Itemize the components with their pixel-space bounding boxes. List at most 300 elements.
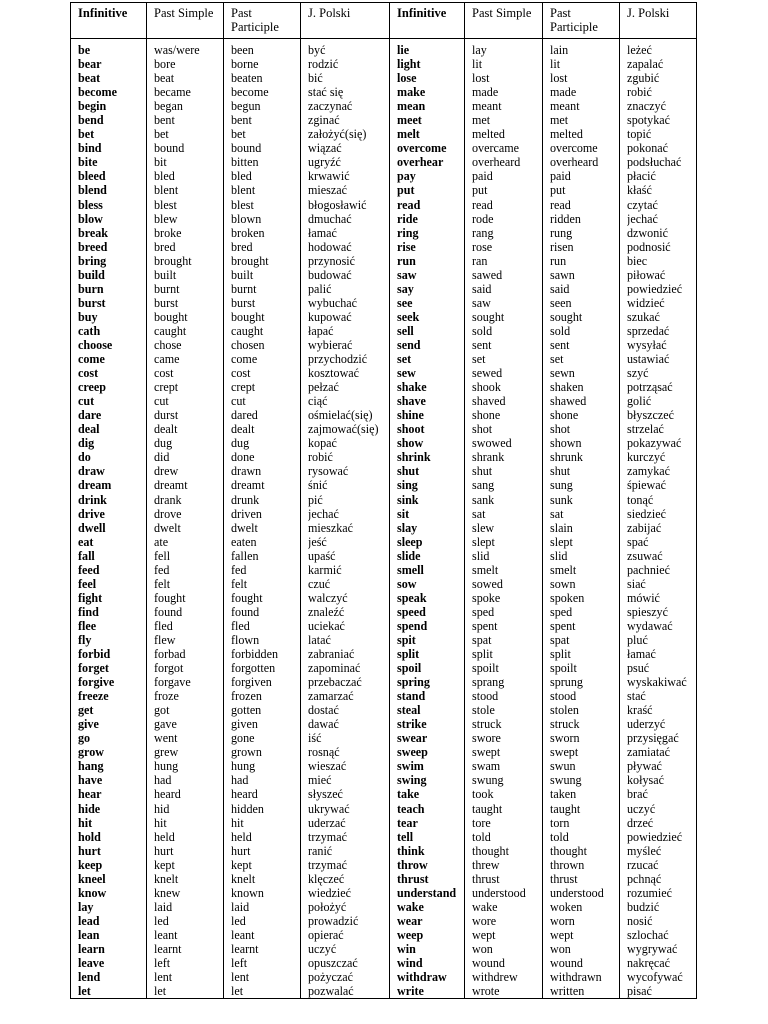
- verb-form-cell: ośmielać(się): [308, 408, 373, 423]
- verb-form-cell: krwawić: [308, 169, 350, 184]
- verb-form-cell: pchnąć: [627, 871, 662, 886]
- verb-form-cell: sown: [550, 576, 576, 591]
- verb-form-cell: forgot: [154, 661, 184, 676]
- verb-form-cell: sat: [472, 506, 486, 521]
- verb-form-cell: pływać: [627, 759, 662, 774]
- verb-form-cell: overcome: [397, 141, 447, 156]
- verb-form-cell: sang: [472, 478, 495, 493]
- verb-form-cell: shaken: [550, 380, 584, 395]
- verb-form-cell: iść: [308, 731, 322, 746]
- verb-form-cell: meant: [472, 99, 502, 114]
- verb-form-cell: told: [472, 829, 491, 844]
- verb-form-cell: bent: [154, 113, 175, 128]
- verb-form-cell: spent: [550, 618, 576, 633]
- verb-form-cell: crept: [154, 380, 179, 395]
- verb-form-cell: sold: [472, 323, 493, 338]
- verb-form-cell: fell: [154, 548, 171, 563]
- verb-form-cell: łapać: [308, 323, 334, 338]
- verb-form-cell: fall: [78, 548, 95, 563]
- verb-form-cell: struck: [472, 717, 502, 732]
- verb-form-cell: sought: [550, 309, 583, 324]
- verb-form-cell: beaten: [231, 71, 263, 86]
- verb-form-cell: wake: [397, 899, 424, 914]
- verb-form-cell: found: [231, 604, 260, 619]
- verb-form-cell: weep: [397, 927, 424, 942]
- verb-form-cell: dream: [78, 478, 112, 493]
- verb-form-cell: split: [472, 647, 493, 662]
- verb-form-cell: buy: [78, 309, 98, 324]
- verb-form-cell: kupować: [308, 309, 352, 324]
- verb-form-cell: zabijać: [627, 520, 662, 535]
- verb-form-cell: sent: [472, 337, 492, 352]
- verb-form-cell: eaten: [231, 534, 257, 549]
- verb-form-cell: sing: [397, 478, 418, 493]
- verb-form-cell: dawać: [308, 717, 339, 732]
- verb-form-cell: sold: [550, 323, 571, 338]
- verb-form-cell: go: [78, 731, 91, 746]
- verb-form-cell: trzymać: [308, 857, 347, 872]
- verb-form-cell: kurczyć: [627, 450, 666, 465]
- verb-form-cell: burn: [78, 281, 104, 296]
- verb-form-cell: hear: [78, 787, 102, 802]
- verb-form-cell: sawed: [472, 267, 503, 282]
- verb-form-cell: grown: [231, 745, 262, 760]
- verb-form-cell: withdrawn: [550, 970, 602, 985]
- verb-form-cell: znaleźć: [308, 604, 345, 619]
- verb-form-cell: be: [78, 43, 91, 57]
- verb-form-cell: cost: [231, 366, 251, 381]
- verb-form-cell: melt: [397, 127, 420, 142]
- verb-form-cell: sewed: [472, 366, 503, 381]
- verb-form-cell: was/were: [154, 43, 200, 57]
- verb-form-cell: uczyć: [627, 801, 656, 816]
- verb-form-cell: kołysać: [627, 773, 664, 788]
- verb-form-cell: withdrew: [472, 970, 518, 985]
- verb-form-cell: podnosić: [627, 239, 671, 254]
- verb-form-cell: drunk: [231, 492, 260, 507]
- verb-form-cell: overcame: [472, 141, 519, 156]
- verb-form-cell: pachnieć: [627, 562, 670, 577]
- verb-form-cell: spotykać: [627, 113, 670, 128]
- verb-form-cell: jeść: [308, 534, 327, 549]
- verb-form-cell: sewn: [550, 366, 575, 381]
- verb-form-cell: crept: [231, 380, 256, 395]
- verb-form-cell: drank: [154, 492, 182, 507]
- verb-form-cell: put: [397, 183, 415, 198]
- verb-form-cell: stand: [397, 689, 426, 704]
- verb-form-cell: blew: [154, 211, 178, 226]
- verb-form-cell: learn: [78, 942, 105, 956]
- verb-form-cell: shake: [397, 380, 427, 395]
- verb-form-cell: wore: [472, 913, 497, 928]
- verb-form-cell: show: [397, 436, 424, 451]
- verb-form-cell: sunk: [550, 492, 573, 507]
- verb-form-cell: drive: [78, 506, 105, 521]
- verb-form-cell: opierać: [308, 927, 344, 942]
- verb-form-cell: chose: [154, 337, 182, 352]
- verb-form-cell: zaczynać: [308, 99, 353, 114]
- verb-form-cell: shone: [550, 408, 579, 423]
- verb-form-cell: dreamt: [154, 478, 188, 493]
- verb-form-cell: shine: [397, 408, 424, 423]
- verb-form-cell: know: [78, 885, 107, 900]
- verb-form-cell: shown: [550, 436, 582, 451]
- verb-form-cell: wygrywać: [627, 942, 678, 956]
- verb-form-cell: stole: [472, 703, 495, 718]
- verb-form-cell: froze: [154, 689, 179, 704]
- verb-form-cell: rysować: [308, 464, 349, 479]
- verb-form-cell: brać: [627, 787, 648, 802]
- verb-form-cell: slid: [472, 548, 490, 563]
- verb-form-cell: wept: [550, 927, 574, 942]
- verb-form-cell: had: [231, 773, 249, 788]
- verb-form-cell: założyć(się): [308, 127, 367, 142]
- verb-form-cell: upaść: [308, 548, 336, 563]
- verb-form-cell: steal: [397, 703, 421, 718]
- verb-form-cell: throw: [397, 857, 428, 872]
- verb-form-cell: fled: [154, 618, 173, 633]
- verb-form-cell: robić: [308, 450, 333, 465]
- verb-form-cell: cath: [78, 323, 101, 338]
- verb-form-cell: knelt: [154, 871, 179, 886]
- verb-form-cell: overheard: [472, 155, 521, 170]
- verb-form-cell: bred: [231, 239, 253, 254]
- verb-form-cell: shut: [550, 464, 571, 479]
- verb-form-cell: lend: [78, 970, 101, 985]
- verb-form-cell: beat: [154, 71, 175, 86]
- verb-form-cell: pić: [308, 492, 323, 507]
- verb-form-cell: slide: [397, 548, 421, 563]
- verb-form-cell: hung: [154, 759, 179, 774]
- verb-form-cell: spoilt: [550, 661, 577, 676]
- verb-form-cell: laid: [231, 899, 250, 914]
- verb-form-cell: stolen: [550, 703, 579, 718]
- verb-form-cell: come: [78, 352, 105, 367]
- verb-form-cell: shut: [397, 464, 420, 479]
- verb-form-cell: potrząsać: [627, 380, 673, 395]
- header-polish: J. Polski: [301, 3, 390, 39]
- verb-form-cell: powiedzieć: [627, 281, 683, 296]
- verb-form-cell: lit: [472, 57, 483, 72]
- verb-form-cell: znaczyć: [627, 99, 666, 114]
- verb-form-cell: lead: [78, 913, 100, 928]
- verb-form-cell: swun: [550, 759, 576, 774]
- verb-form-cell: cost: [154, 366, 174, 381]
- verb-form-cell: lie: [397, 43, 410, 57]
- verb-form-cell: bit: [154, 155, 167, 170]
- verb-form-cell: bled: [154, 169, 175, 184]
- verb-form-cell: give: [78, 717, 99, 732]
- verb-form-cell: bless: [78, 197, 103, 212]
- verb-form-cell: spring: [397, 675, 430, 690]
- verb-form-cell: swept: [550, 745, 579, 760]
- verb-form-cell: begun: [231, 99, 261, 114]
- verb-form-cell: swore: [472, 731, 501, 746]
- verb-form-cell: bound: [154, 141, 185, 156]
- verb-form-cell: set: [550, 352, 564, 367]
- verb-form-cell: wycofywać: [627, 970, 683, 985]
- verb-form-cell: taken: [550, 787, 577, 802]
- verb-form-cell: hide: [78, 801, 101, 816]
- verb-form-cell: tear: [397, 815, 418, 830]
- verb-form-cell: shaved: [472, 394, 506, 409]
- verb-form-cell: fought: [231, 590, 263, 605]
- verb-form-cell: lent: [154, 970, 173, 985]
- verb-form-cell: forgotten: [231, 661, 276, 676]
- verb-form-cell: choose: [78, 337, 113, 352]
- verb-form-cell: leant: [154, 927, 178, 942]
- verb-form-cell: pełzać: [308, 380, 339, 395]
- verb-form-cell: shook: [472, 380, 501, 395]
- verb-form-cell: knew: [154, 885, 181, 900]
- verb-form-cell: withdraw: [397, 970, 447, 985]
- verb-form-cell: tore: [472, 815, 491, 830]
- verb-form-cell: melted: [472, 127, 505, 142]
- verb-form-cell: sped: [550, 604, 573, 619]
- verb-form-cell: sowed: [472, 576, 503, 591]
- verb-form-cell: dreamt: [231, 478, 265, 493]
- verb-form-cell: thrust: [397, 871, 429, 886]
- verb-form-cell: wybuchać: [308, 295, 358, 310]
- verb-form-cell: got: [154, 703, 170, 718]
- verb-form-cell: fed: [154, 562, 170, 577]
- verb-form-cell: leave: [78, 956, 105, 971]
- verb-form-cell: drink: [78, 492, 107, 507]
- verb-form-cell: creep: [78, 380, 106, 395]
- verb-form-cell: hurt: [154, 843, 174, 858]
- verb-form-cell: hung: [231, 759, 256, 774]
- verb-form-cell: karmić: [308, 562, 342, 577]
- verb-form-cell: robić: [627, 85, 652, 100]
- right-past-simple-column: [465, 39, 543, 999]
- verb-form-cell: found: [154, 604, 183, 619]
- verb-form-cell: broke: [154, 225, 182, 240]
- verb-form-cell: slain: [550, 520, 573, 535]
- verb-form-cell: slay: [397, 520, 418, 535]
- verbs-body-row: [71, 39, 697, 999]
- verb-form-cell: bind: [78, 141, 102, 156]
- verb-form-cell: led: [154, 913, 169, 928]
- verb-form-cell: czuć: [308, 576, 331, 591]
- verb-form-cell: said: [472, 281, 492, 296]
- verb-form-cell: come: [231, 352, 258, 367]
- verb-form-cell: run: [397, 253, 416, 268]
- verb-form-cell: break: [78, 225, 109, 240]
- verb-form-cell: rise: [397, 239, 416, 254]
- verb-form-cell: wydawać: [627, 618, 673, 633]
- verb-form-cell: hit: [231, 815, 244, 830]
- verb-form-cell: forget: [78, 661, 109, 676]
- verb-form-cell: thrust: [472, 871, 500, 886]
- verb-form-cell: knelt: [231, 871, 256, 886]
- verb-form-cell: przysięgać: [627, 731, 679, 746]
- verb-form-cell: flew: [154, 632, 176, 647]
- verb-form-cell: spać: [627, 534, 649, 549]
- verb-form-cell: zgubić: [627, 71, 660, 86]
- verb-form-cell: heard: [154, 787, 181, 802]
- verb-form-cell: slid: [550, 548, 568, 563]
- verb-form-cell: brought: [231, 253, 269, 268]
- verb-form-cell: zamarzać: [308, 689, 354, 704]
- verb-form-cell: grow: [78, 745, 104, 760]
- verb-form-cell: lost: [472, 71, 490, 86]
- verb-form-cell: lay: [472, 43, 487, 57]
- verb-form-cell: told: [550, 829, 569, 844]
- verb-form-cell: hurt: [78, 843, 101, 858]
- verb-form-cell: given: [231, 717, 258, 732]
- verb-form-cell: trzymać: [308, 829, 347, 844]
- verb-form-cell: sawn: [550, 267, 575, 282]
- verb-form-cell: let: [154, 984, 167, 999]
- verb-form-cell: smelt: [472, 562, 499, 577]
- verb-form-cell: wind: [397, 956, 423, 971]
- verb-form-cell: written: [550, 984, 585, 999]
- verb-form-cell: had: [154, 773, 172, 788]
- verb-form-cell: wysyłać: [627, 337, 667, 352]
- verb-form-cell: bore: [154, 57, 176, 72]
- verb-form-cell: bet: [78, 127, 95, 142]
- verb-form-cell: sprung: [550, 675, 583, 690]
- verb-form-cell: rosnąć: [308, 745, 340, 760]
- verb-form-cell: psuć: [627, 661, 650, 676]
- verb-form-cell: czytać: [627, 197, 658, 212]
- verb-form-cell: paid: [550, 169, 571, 184]
- verb-form-cell: ukrywać: [308, 801, 350, 816]
- verb-form-cell: spat: [472, 632, 492, 647]
- verb-form-cell: paid: [472, 169, 493, 184]
- verb-form-cell: leant: [231, 927, 255, 942]
- verb-form-cell: pluć: [627, 632, 648, 647]
- verb-form-cell: sprzedać: [627, 323, 670, 338]
- verb-form-cell: biec: [627, 253, 648, 268]
- verb-form-cell: chosen: [231, 337, 265, 352]
- verb-form-cell: mean: [397, 99, 426, 114]
- verb-form-cell: sought: [472, 309, 505, 324]
- verb-form-cell: shave: [397, 394, 426, 409]
- verb-form-cell: sew: [397, 366, 416, 381]
- verb-form-cell: ridden: [550, 211, 581, 226]
- verb-form-cell: sow: [397, 576, 417, 591]
- verb-form-cell: bić: [308, 71, 323, 86]
- verb-form-cell: błyszczeć: [627, 408, 674, 423]
- verb-form-cell: began: [154, 99, 183, 114]
- verb-form-cell: kopać: [308, 436, 337, 451]
- verb-form-cell: dig: [78, 436, 95, 451]
- verb-form-cell: risen: [550, 239, 574, 254]
- verb-form-cell: bought: [231, 309, 265, 324]
- verb-form-cell: blent: [231, 183, 256, 198]
- verb-form-cell: gave: [154, 717, 177, 732]
- verb-form-cell: shrink: [397, 450, 431, 465]
- verb-form-cell: ride: [397, 211, 418, 226]
- verb-form-cell: dealt: [154, 422, 178, 437]
- verb-form-cell: zapalać: [627, 57, 664, 72]
- verb-form-cell: split: [397, 647, 420, 662]
- verb-form-cell: sung: [550, 478, 573, 493]
- verb-form-cell: deal: [78, 422, 100, 437]
- header-infinitive: Infinitive: [71, 3, 147, 39]
- verb-form-cell: let: [78, 984, 91, 999]
- verb-form-cell: smell: [397, 562, 424, 577]
- verb-form-cell: sped: [472, 604, 495, 619]
- irregular-verbs-table: [70, 2, 697, 999]
- verb-form-cell: swung: [550, 773, 582, 788]
- verb-form-cell: jechać: [627, 211, 658, 226]
- verb-form-cell: frozen: [231, 689, 262, 704]
- verb-form-cell: rodzić: [308, 57, 339, 72]
- verb-form-cell: sat: [550, 506, 564, 521]
- verb-form-cell: split: [550, 647, 571, 662]
- verb-form-cell: shone: [472, 408, 501, 423]
- verb-form-cell: shut: [472, 464, 493, 479]
- verb-form-cell: seek: [397, 309, 420, 324]
- verb-form-cell: set: [472, 352, 486, 367]
- verb-form-cell: taught: [550, 801, 581, 816]
- verb-form-cell: strike: [397, 717, 427, 732]
- verb-form-cell: came: [154, 352, 180, 367]
- verb-form-cell: dug: [154, 436, 173, 451]
- verb-form-cell: dared: [231, 408, 258, 423]
- left-infinitive-column: [71, 39, 147, 999]
- verb-form-cell: blend: [78, 183, 107, 198]
- verb-form-cell: rung: [550, 225, 573, 240]
- verb-form-cell: durst: [154, 408, 179, 423]
- verb-form-cell: send: [397, 337, 421, 352]
- verb-form-cell: sank: [472, 492, 495, 507]
- verb-form-cell: spoilt: [472, 661, 499, 676]
- verb-form-cell: pay: [397, 169, 416, 184]
- verb-form-cell: spoil: [397, 661, 422, 676]
- verb-form-cell: leżeć: [627, 43, 652, 57]
- verb-form-cell: took: [472, 787, 494, 802]
- verb-form-cell: understood: [550, 885, 604, 900]
- verb-form-cell: held: [231, 829, 252, 844]
- verb-form-cell: built: [231, 267, 254, 282]
- verb-form-cell: take: [397, 787, 420, 802]
- verb-form-cell: put: [472, 183, 488, 198]
- verb-form-cell: sworn: [550, 731, 580, 746]
- verb-form-cell: zginać: [308, 113, 340, 128]
- verb-form-cell: zamiatać: [627, 745, 670, 760]
- verb-form-cell: bite: [78, 155, 98, 170]
- verb-form-cell: begin: [78, 99, 107, 114]
- verb-form-cell: known: [231, 885, 264, 900]
- verb-form-cell: won: [550, 942, 571, 956]
- verb-form-cell: speak: [397, 590, 427, 605]
- verb-form-cell: hid: [154, 801, 170, 816]
- verb-form-cell: wyskakiwać: [627, 675, 687, 690]
- verb-form-cell: understand: [397, 885, 457, 900]
- verb-form-cell: saw: [472, 295, 491, 310]
- verb-form-cell: learnt: [231, 942, 259, 956]
- verb-form-cell: threw: [472, 857, 500, 872]
- verb-form-cell: blent: [154, 183, 179, 198]
- verb-form-cell: rozumieć: [627, 885, 672, 900]
- verb-form-cell: burnt: [231, 281, 257, 296]
- verb-form-cell: shoot: [397, 422, 425, 437]
- verb-form-cell: left: [231, 956, 248, 971]
- verb-form-cell: strzelać: [627, 422, 664, 437]
- verb-form-cell: bring: [78, 253, 107, 268]
- verb-form-cell: met: [472, 113, 491, 128]
- verb-form-cell: burst: [231, 295, 256, 310]
- verb-form-cell: light: [397, 57, 421, 72]
- verb-form-cell: bleed: [78, 169, 106, 184]
- verb-form-cell: grew: [154, 745, 179, 760]
- verb-form-cell: tonąć: [627, 492, 654, 507]
- verb-form-cell: drzeć: [627, 815, 654, 830]
- verb-form-cell: thought: [472, 843, 509, 858]
